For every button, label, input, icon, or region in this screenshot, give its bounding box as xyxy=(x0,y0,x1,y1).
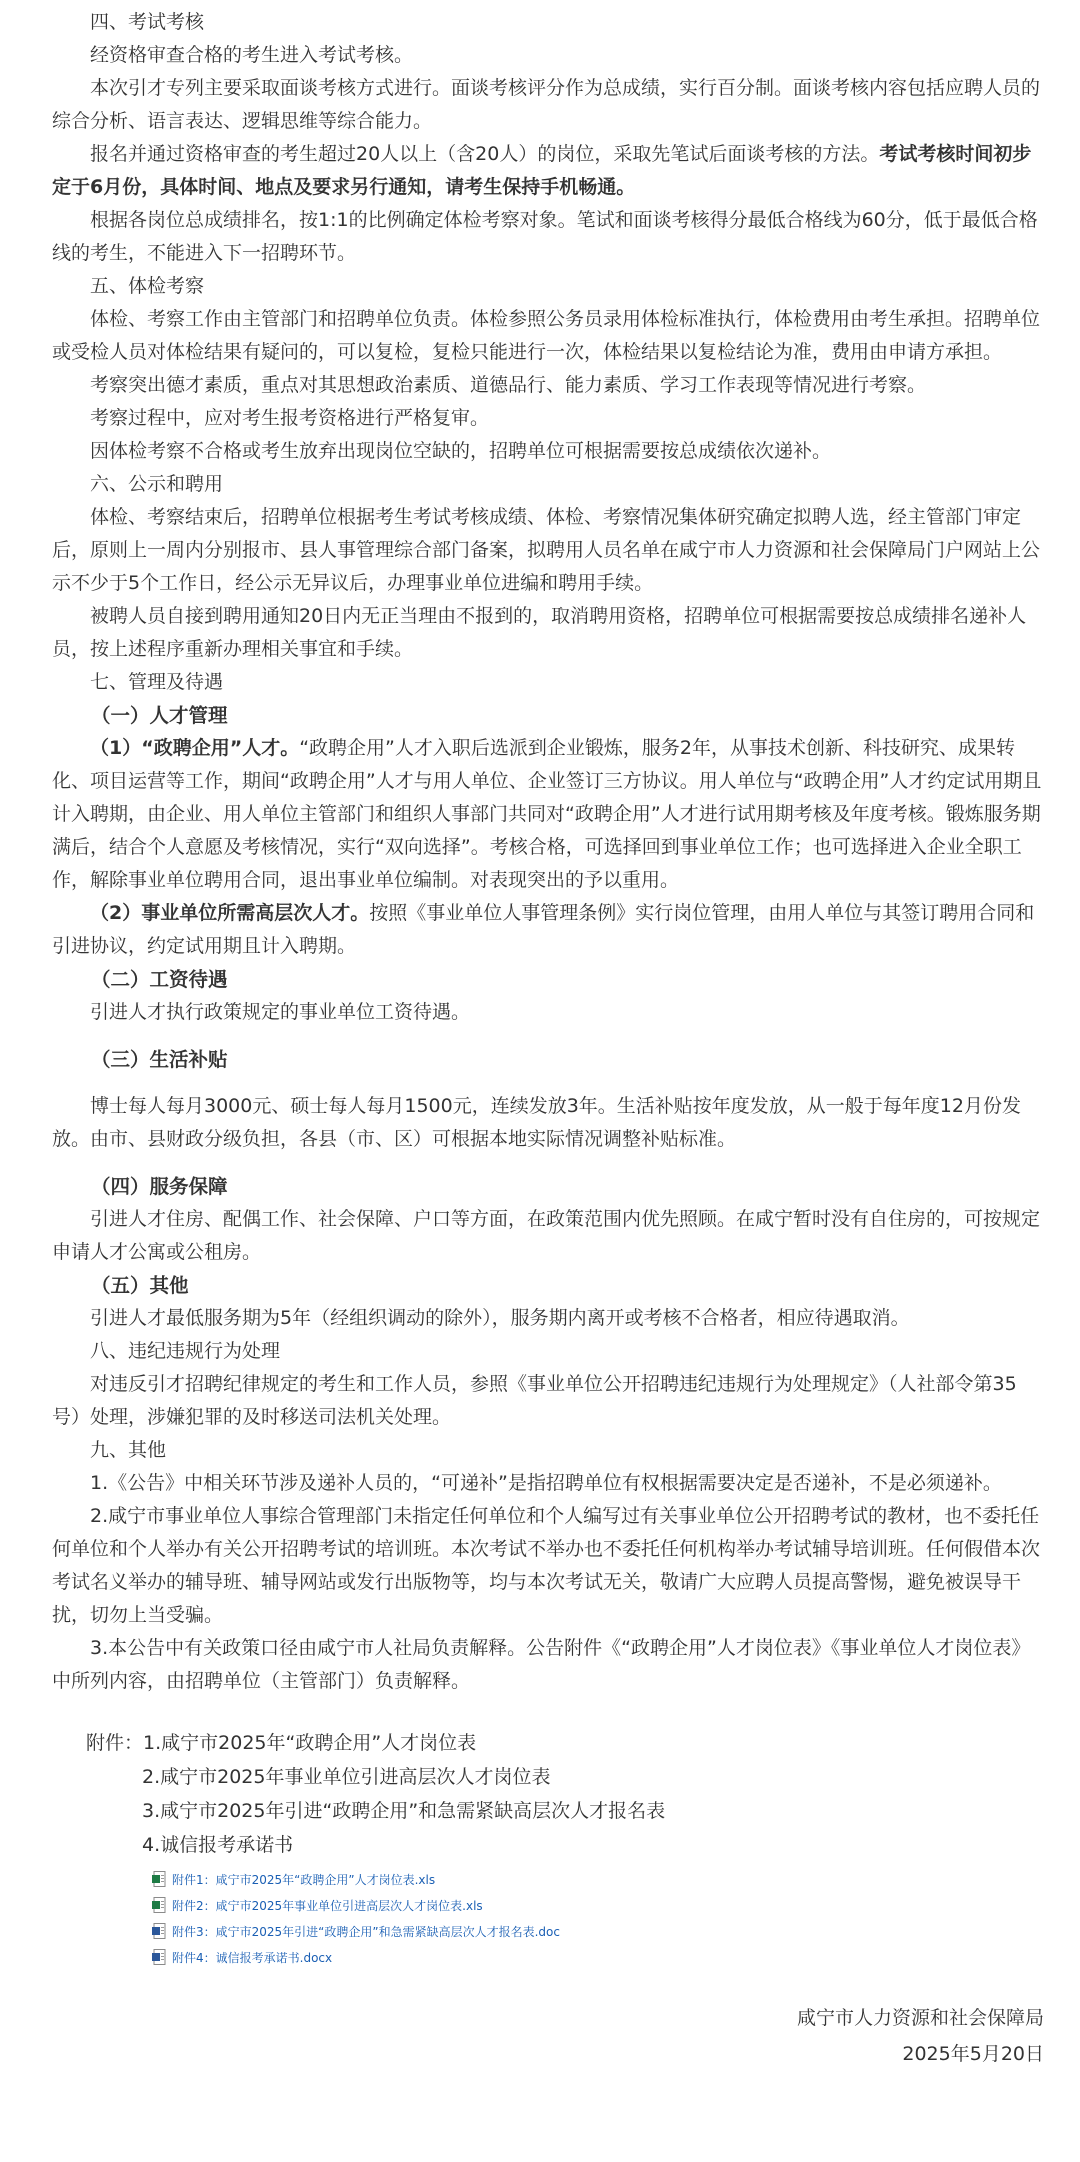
subsection-heading xyxy=(52,963,1044,996)
paragraph-text: 体检、考察结束后，招聘单位根据考生考试考核成绩、体检、考察情况集体研究确定拟聘人选，经主管部门审定后，原则上一周内分别报市、县人事管理综合部门备案，拟聘用人员名单在咸宁市人力资源和社会保障局门户网站上公示不少于5个工作日，经公示无异议后，办理事业单位进编和聘用手续。 xyxy=(52,506,1041,594)
paragraph xyxy=(52,1090,1044,1156)
paragraph-text: 经资格审查合格的考生进入考试考核。 xyxy=(90,44,414,66)
signature-block xyxy=(797,2000,1044,2072)
paragraph-emphasis: 考试考核时间初步定于6月份，具体时间、地点及要求另行通知，请考生保持手机畅通。 xyxy=(52,143,1032,198)
paragraph-text: 考察过程中，应对考生报考资格进行严格复审。 xyxy=(90,407,490,429)
attachment-line-2 xyxy=(86,1760,1044,1794)
paragraph xyxy=(52,996,1044,1029)
attachment-item: 3.咸宁市2025年引进“政聘企用”和急需紧缺高层次人才报名表 xyxy=(142,1800,666,1822)
paragraph xyxy=(52,138,1044,204)
paragraph xyxy=(52,435,1044,468)
attachment-file-link[interactable] xyxy=(152,1944,1044,1970)
attachment-list xyxy=(52,1726,1044,1862)
paragraph xyxy=(52,732,1044,897)
attachment-file-name[interactable]: 附件4：诚信报考承诺书.docx xyxy=(172,1950,333,1965)
paragraph-text: 引进人才住房、配偶工作、社会保障、户口等方面，在政策范围内优先照顾。在咸宁暂时没有自住房的，可按规定申请人才公寓或公租房。 xyxy=(52,1208,1041,1263)
attachment-item: 4.诚信报考承诺书 xyxy=(142,1834,294,1856)
paragraph xyxy=(52,1500,1044,1632)
paragraph xyxy=(52,1203,1044,1269)
attachment-line-1 xyxy=(86,1726,1044,1760)
section-heading-text: 七、管理及待遇 xyxy=(90,671,224,693)
section-heading xyxy=(52,1434,1044,1467)
paragraph-text: 本次引才专列主要采取面谈考核方式进行。面谈考核评分作为总成绩，实行百分制。面谈考核内容包括应聘人员的综合分析、语言表达、逻辑思维等综合能力。 xyxy=(52,77,1041,132)
paragraph xyxy=(52,402,1044,435)
attachment-file-name[interactable]: 附件2：咸宁市2025年事业单位引进高层次人才岗位表.xls xyxy=(172,1898,483,1913)
attachment-line-3 xyxy=(86,1794,1044,1828)
paragraph-text: 按照《事业单位人事管理条例》实行岗位管理，由用人单位与其签订聘用合同和引进协议，约定试用期且计入聘期。 xyxy=(52,902,1035,957)
section-heading-text: 四、考试考核 xyxy=(90,11,205,33)
paragraph-text: 引进人才执行政策规定的事业单位工资待遇。 xyxy=(90,1001,471,1023)
attachment-file-links xyxy=(52,1866,1044,1970)
subsection-heading xyxy=(52,1170,1044,1203)
paragraph xyxy=(52,39,1044,72)
attachment-item: 1.咸宁市2025年“政聘企用”人才岗位表 xyxy=(143,1732,477,1754)
paragraph xyxy=(52,1632,1044,1698)
subsection-heading-text: （一）人才管理 xyxy=(91,704,228,727)
excel-file-icon xyxy=(152,1871,166,1887)
attachment-item: 2.咸宁市2025年事业单位引进高层次人才岗位表 xyxy=(142,1766,551,1788)
word-file-icon xyxy=(152,1949,166,1965)
section-heading xyxy=(52,666,1044,699)
paragraph xyxy=(52,204,1044,270)
section-heading-text: 九、其他 xyxy=(90,1439,167,1461)
paragraph-text: 2.咸宁市事业单位人事综合管理部门未指定任何单位和个人编写过有关事业单位公开招聘考试的教材，也不委托任何单位和个人举办有关公开招聘考试的培训班。本次考试不举办也不委托任何机构举办考试辅导培训班。任何假借本次考试名义举办的辅导班、辅导网站或发行出版物等，均与本次考试无关，敬请广大应聘人员提高警惕，避免被误导干扰，切勿上当受骗。 xyxy=(52,1505,1041,1626)
paragraph xyxy=(52,897,1044,963)
subsection-heading-text: （五）其他 xyxy=(91,1274,189,1297)
attachment-file-link[interactable] xyxy=(152,1918,1044,1944)
paragraph-emphasis: （2）事业单位所需高层次人才。 xyxy=(90,902,370,924)
subsection-heading-text: （三）生活补贴 xyxy=(91,1048,228,1071)
word-file-icon xyxy=(152,1923,166,1939)
section-heading-text: 八、违纪违规行为处理 xyxy=(90,1340,281,1362)
paragraph-text: 体检、考察工作由主管部门和招聘单位负责。体检参照公务员录用体检标准执行，体检费用由考生承担。招聘单位或受检人员对体检结果有疑问的，可以复检，复检只能进行一次，体检结果以复检结论为准，费用由申请方承担。 xyxy=(52,308,1041,363)
section-heading-text: 五、体检考察 xyxy=(90,275,205,297)
document-body xyxy=(52,0,1044,1698)
paragraph-text: 引进人才最低服务期为5年（经组织调动的除外），服务期内离开或考核不合格者，相应待遇取消。 xyxy=(90,1307,910,1329)
attachment-file-name[interactable]: 附件1：咸宁市2025年“政聘企用”人才岗位表.xls xyxy=(172,1872,436,1887)
paragraph-text: 博士每人每月3000元、硕士每人每月1500元，连续发放3年。生活补贴按年度发放，从一般于每年度12月份发放。由市、县财政分级负担，各县（市、区）可根据本地实际情况调整补贴标准。 xyxy=(52,1095,1021,1150)
attachment-line-4 xyxy=(86,1828,1044,1862)
attachment-file-link[interactable] xyxy=(152,1892,1044,1918)
section-heading xyxy=(52,6,1044,39)
paragraph-text: “政聘企用”人才入职后选派到企业锻炼，服务2年，从事技术创新、科技研究、成果转化、项目运营等工作，期间“政聘企用”人才与用人单位、企业签订三方协议。用人单位与“政聘企用”人才约定试用期且计入聘期，由企业、用人单位主管部门和组织人事部门共同对“政聘企用”人才进行试用期考核及年度考核。锻炼服务期满后，结合个人意愿及考核情况，实行“双向选择”。考核合格，可选择回到事业单位工作；也可选择进入企业全职工作，解除事业单位聘用合同，退出事业单位编制。对表现突出的予以重用。 xyxy=(52,737,1042,891)
paragraph-text: 对违反引才招聘纪律规定的考生和工作人员，参照《事业单位公开招聘违纪违规行为处理规定》（人社部令第35号）处理，涉嫌犯罪的及时移送司法机关处理。 xyxy=(52,1373,1017,1428)
section-heading-text: 六、公示和聘用 xyxy=(90,473,224,495)
subsection-heading xyxy=(52,699,1044,732)
attachment-label: 附件： xyxy=(86,1732,144,1754)
signature-date: 2025年5月20日 xyxy=(902,2043,1044,2065)
paragraph-emphasis: （1）“政聘企用”人才。 xyxy=(90,737,300,759)
paragraph-text: 根据各岗位总成绩排名，按1:1的比例确定体检考察对象。笔试和面谈考核得分最低合格线为60分，低于最低合格线的考生，不能进入下一招聘环节。 xyxy=(52,209,1038,264)
attachment-file-link[interactable] xyxy=(152,1866,1044,1892)
section-heading xyxy=(52,468,1044,501)
subsection-heading-text: （四）服务保障 xyxy=(91,1175,228,1198)
subsection-heading-text: （二）工资待遇 xyxy=(91,968,228,991)
paragraph-text: 报名并通过资格审查的考生超过20人以上（含20人）的岗位，采取先笔试后面谈考核的方法。 xyxy=(90,143,880,165)
signature-org: 咸宁市人力资源和社会保障局 xyxy=(796,2007,1044,2029)
section-heading xyxy=(52,270,1044,303)
paragraph-text: 被聘人员自接到聘用通知20日内无正当理由不报到的，取消聘用资格，招聘单位可根据需要按总成绩排名递补人员，按上述程序重新办理相关事宜和手续。 xyxy=(52,605,1027,660)
paragraph xyxy=(52,1302,1044,1335)
paragraph-text: 因体检考察不合格或考生放弃出现岗位空缺的，招聘单位可根据需要按总成绩依次递补。 xyxy=(90,440,832,462)
paragraph-text: 考察突出德才素质，重点对其思想政治素质、道德品行、能力素质、学习工作表现等情况进行考察。 xyxy=(90,374,927,396)
excel-file-icon xyxy=(152,1897,166,1913)
paragraph xyxy=(52,369,1044,402)
section-heading xyxy=(52,1335,1044,1368)
paragraph xyxy=(52,303,1044,369)
paragraph-text: 3.本公告中有关政策口径由咸宁市人社局负责解释。公告附件《“政聘企用”人才岗位表》《事业单位人才岗位表》中所列内容，由招聘单位（主管部门）负责解释。 xyxy=(52,1637,1031,1692)
paragraph-text: 1.《公告》中相关环节涉及递补人员的，“可递补”是指招聘单位有权根据需要决定是否递补，不是必须递补。 xyxy=(90,1472,1002,1494)
paragraph xyxy=(52,501,1044,600)
paragraph xyxy=(52,1467,1044,1500)
paragraph xyxy=(52,1368,1044,1434)
subsection-heading xyxy=(52,1269,1044,1302)
paragraph xyxy=(52,600,1044,666)
attachment-file-name[interactable]: 附件3：咸宁市2025年引进“政聘企用”和急需紧缺高层次人才报名表.doc xyxy=(172,1924,560,1939)
paragraph xyxy=(52,72,1044,138)
subsection-heading xyxy=(52,1043,1044,1076)
